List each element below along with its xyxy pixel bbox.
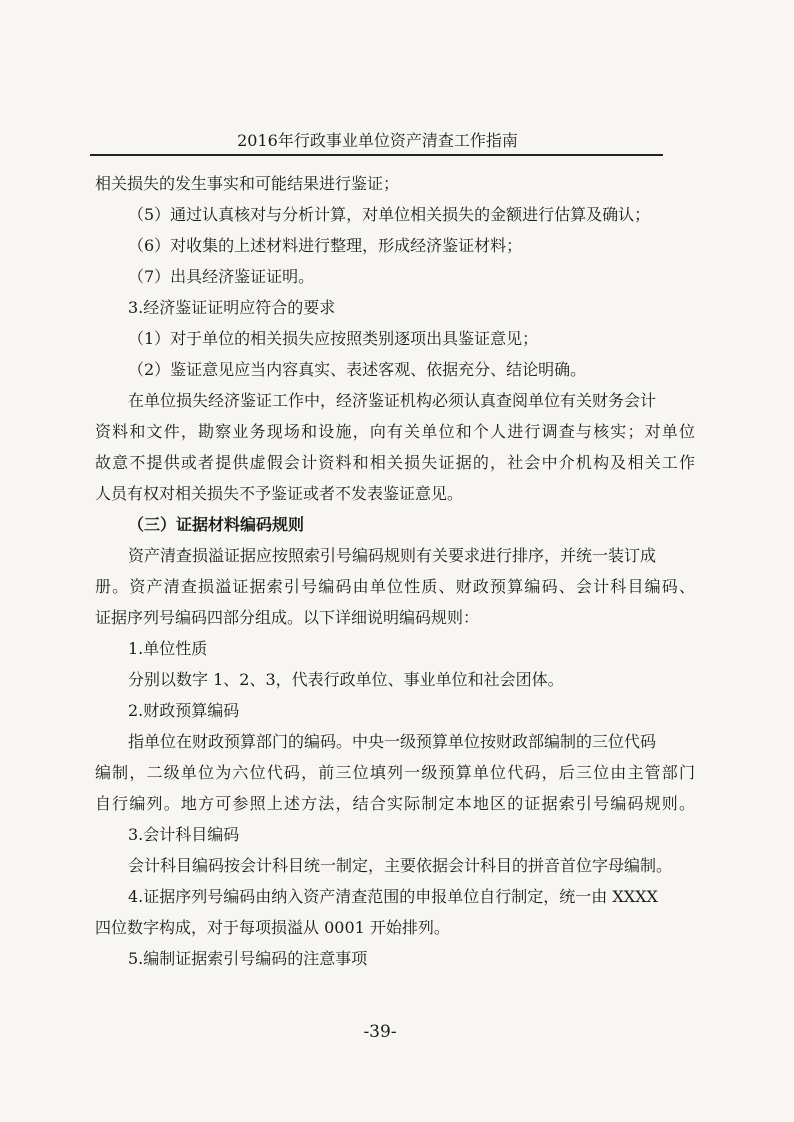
text-line: 5.编制证据索引号编码的注意事项: [128, 949, 368, 968]
header-rule: [90, 154, 663, 156]
text-line: 证据序列号编码四部分组成。以下详细说明编码规则：: [95, 608, 480, 627]
text-line: 分别以数字 1、2、3，代表行政单位、事业单位和社会团体。: [128, 670, 564, 689]
text-line: 相关损失的发生事实和可能结果进行鉴证；: [95, 174, 400, 193]
text-line: （7）出具经济鉴证证明。: [128, 267, 315, 286]
text-line: 四位数字构成，对于每项损溢从 0001 开始排列。: [95, 918, 450, 937]
text-line: 在单位损失经济鉴证工作中，经济鉴证机构必须认真查阅单位有关财务会计: [128, 391, 657, 410]
page-number: -39-: [363, 1022, 397, 1042]
text-line: 3.会计科目编码: [128, 825, 240, 844]
running-header: 2016年行政事业单位资产清查工作指南: [237, 131, 518, 150]
text-line: （5）通过认真核对与分析计算，对单位相关损失的金额进行估算及确认；: [128, 205, 651, 224]
text-line: 资料和文件，勘察业务现场和设施，向有关单位和个人进行调查与核实；对单位: [95, 422, 695, 441]
text-line: （6）对收集的上述材料进行整理，形成经济鉴证材料；: [128, 236, 523, 255]
text-line: 指单位在财政预算部门的编码。中央一级预算单位按财政部编制的三位代码: [128, 732, 657, 751]
text-line: 4.证据序列号编码由纳入资产清查范围的申报单位自行制定，统一由 XXXX: [128, 887, 658, 906]
body-text: [95, 168, 695, 974]
text-line: 故意不提供或者提供虚假会计资料和相关损失证据的，社会中介机构及相关工作: [95, 453, 695, 472]
text-line: 自行编列。地方可参照上述方法，结合实际制定本地区的证据索引号编码规则。: [95, 794, 695, 813]
text-line: 3.经济鉴证证明应符合的要求: [128, 298, 336, 317]
text-line: 人员有权对相关损失不予鉴证或者不发表鉴证意见。: [95, 484, 464, 503]
text-line: 资产清查损溢证据应按照索引号编码规则有关要求进行排序，并统一装订成: [128, 546, 657, 565]
text-line: （1）对于单位的相关损失应按照类别逐项出具鉴证意见；: [128, 329, 539, 348]
text-line: 编制，二级单位为六位代码，前三位填列一级预算单位代码，后三位由主管部门: [95, 763, 695, 782]
text-line: 1.单位性质: [128, 639, 208, 658]
section-heading: （三）证据材料编码规则: [128, 515, 305, 534]
text-line: 2.财政预算编码: [128, 701, 240, 720]
text-line: 册。资产清查损溢证据索引号编码由单位性质、财政预算编码、会计科目编码、: [95, 577, 695, 596]
text-line: （2）鉴证意见应当内容真实、表述客观、依据充分、结论明确。: [128, 360, 587, 379]
text-line: 会计科目编码按会计科目统一制定，主要依据会计科目的拼音首位字母编制。: [128, 856, 673, 875]
